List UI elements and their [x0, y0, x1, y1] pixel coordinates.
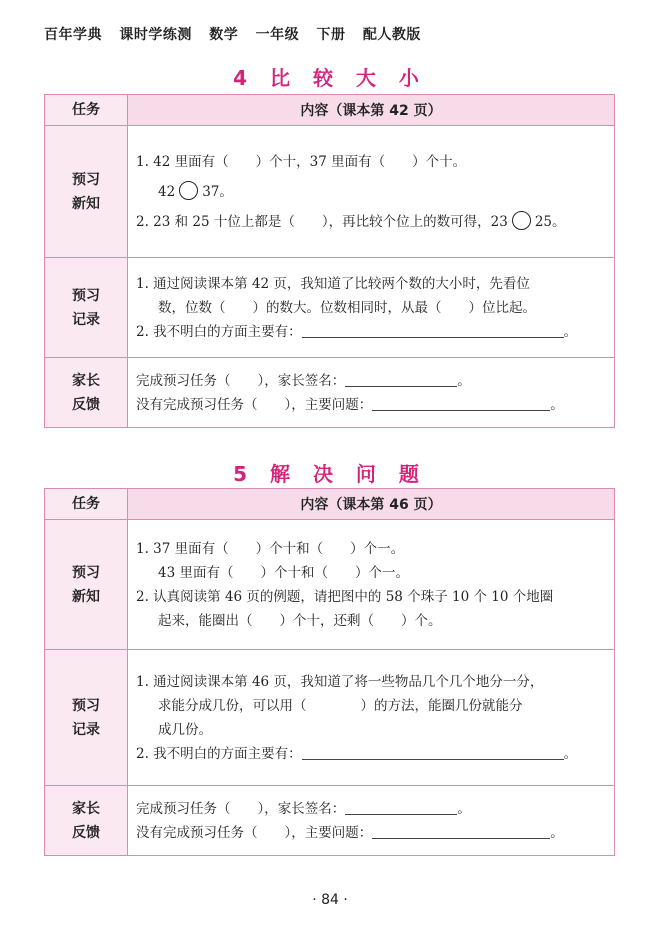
signature-blank[interactable]	[345, 800, 457, 815]
answer-blank[interactable]	[302, 745, 564, 760]
row-label-line: 记录	[72, 311, 100, 328]
lesson-table	[44, 488, 615, 856]
row-label-line: 预习	[72, 171, 100, 188]
number-left: 42	[158, 183, 176, 200]
question-line: 43 里面有（ ）个十和（ ）个一。	[158, 564, 409, 581]
punctuation: 。	[457, 800, 471, 817]
question-line: 1. 42 里面有（ ）个十，37 里面有（ ）个十。	[136, 153, 467, 170]
grade: 一年级	[255, 27, 300, 43]
record-line: 成几份。	[158, 721, 212, 738]
compare-circle[interactable]	[179, 181, 198, 200]
question-text: 2. 23 和 25 十位上都是（ ），再比较个位上的数可得，23	[136, 213, 508, 230]
row-label-line: 新知	[72, 195, 100, 212]
row-label-line: 预习	[72, 697, 100, 714]
record-line: 数，位数（ ）的数大。位数相同时，从最（ ）位比起。	[158, 299, 536, 316]
book-name: 百年学典	[44, 27, 102, 43]
row-content	[128, 786, 615, 856]
row-label	[45, 786, 128, 856]
question-text: 2. 我不明白的方面主要有：	[136, 323, 302, 340]
punctuation: 。	[550, 396, 564, 413]
edition: 配人教版	[362, 27, 421, 43]
row-label-line: 预习	[72, 564, 100, 581]
compare-circle[interactable]	[512, 211, 531, 230]
feedback-text: 完成预习任务（ ），家长签名：	[136, 372, 346, 389]
content-column-header: 内容（课本第 46 页）	[128, 489, 615, 520]
problem-blank[interactable]	[372, 824, 550, 839]
question-line	[136, 210, 606, 234]
punctuation: 。	[550, 824, 564, 841]
row-label-line: 家长	[72, 372, 100, 389]
record-line: 求能分成几份，可以用（ ）的方法，能圈几份就能分	[158, 697, 523, 714]
number-right: 37。	[202, 183, 233, 200]
row-label-line: 记录	[72, 721, 100, 738]
row-label-line: 反馈	[72, 396, 100, 413]
section-title: 4 比 较 大 小	[233, 66, 427, 90]
task-column-header: 任务	[45, 95, 128, 126]
signature-blank[interactable]	[345, 372, 457, 387]
task-column-header: 任务	[45, 489, 128, 520]
row-label	[45, 358, 128, 428]
feedback-line	[136, 821, 606, 845]
series-name: 课时学练测	[119, 27, 192, 43]
subject: 数学	[209, 27, 239, 43]
feedback-line	[136, 393, 606, 417]
row-label-line: 预习	[72, 287, 100, 304]
section-title: 5 解 决 问 题	[233, 462, 427, 486]
punctuation: 。	[457, 372, 471, 389]
row-label	[45, 258, 128, 358]
volume: 下册	[316, 27, 346, 43]
answer-blank[interactable]	[302, 323, 564, 338]
feedback-text: 没有完成预习任务（ ），主要问题：	[136, 396, 373, 413]
row-label-line: 反馈	[72, 824, 100, 841]
row-content	[128, 258, 615, 358]
question-line: 1. 37 里面有（ ）个十和（ ）个一。	[136, 540, 405, 557]
row-label	[45, 650, 128, 786]
punctuation: 。	[563, 745, 578, 762]
lesson-table	[44, 94, 615, 428]
question-line: 起来，能圈出（ ）个十，还剩（ ）个。	[158, 612, 442, 629]
row-label	[45, 126, 128, 258]
question-line: 2. 认真阅读第 46 页的例题，请把图中的 58 个珠子 10 个 10 个地圈	[136, 588, 554, 605]
row-content	[128, 520, 615, 650]
row-content	[128, 126, 615, 258]
content-column-header: 内容（课本第 42 页）	[128, 95, 615, 126]
row-content	[128, 358, 615, 428]
row-label	[45, 520, 128, 650]
number-right: 25。	[534, 213, 566, 230]
question-line	[136, 742, 606, 766]
question-text: 2. 我不明白的方面主要有：	[136, 745, 302, 762]
feedback-text: 没有完成预习任务（ ），主要问题：	[136, 824, 373, 841]
record-line: 1. 通过阅读课本第 46 页，我知道了将一些物品几个几个地分一分，	[136, 673, 544, 690]
row-content	[128, 650, 615, 786]
compare-line	[136, 180, 606, 204]
feedback-text: 完成预习任务（ ），家长签名：	[136, 800, 346, 817]
punctuation: 。	[563, 323, 578, 340]
feedback-line	[136, 797, 606, 821]
record-line: 1. 通过阅读课本第 42 页，我知道了比较两个数的大小时，先看位	[136, 275, 530, 292]
page-number: · 84 ·	[312, 892, 348, 908]
feedback-line	[136, 369, 606, 393]
page-header	[44, 24, 433, 44]
row-label-line: 新知	[72, 588, 100, 605]
row-label-line: 家长	[72, 800, 100, 817]
question-line	[136, 320, 606, 344]
problem-blank[interactable]	[372, 396, 550, 411]
